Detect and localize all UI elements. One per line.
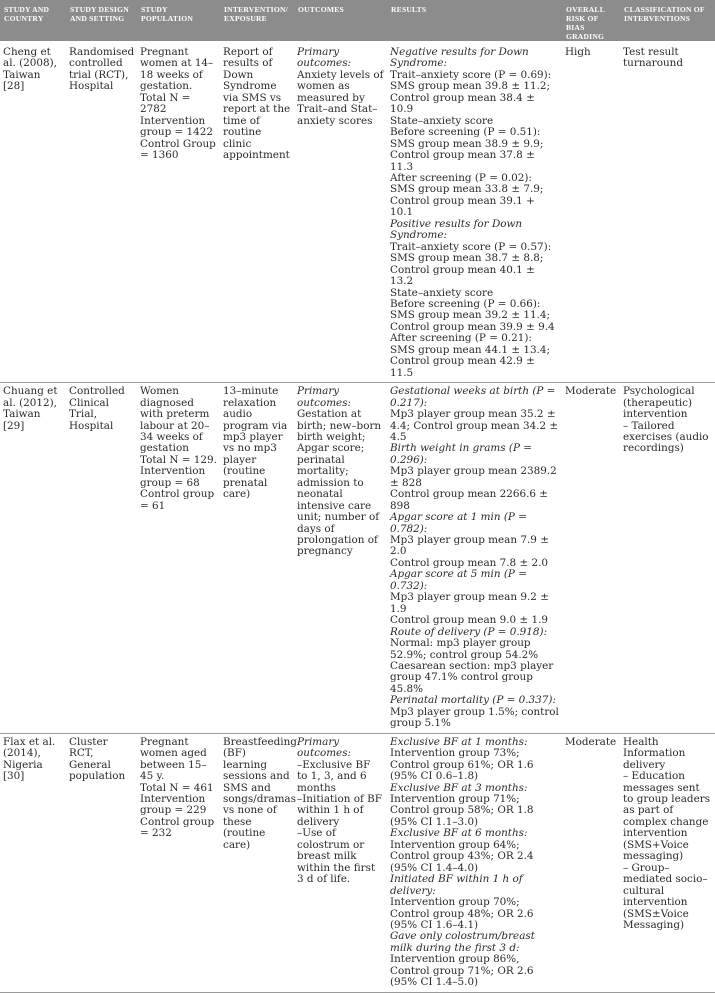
cell-population	[137, 383, 220, 734]
intervention-text: 13–minute relaxation audio program via mp3 player vs no mp3 player (routine prenatal care)	[223, 385, 288, 501]
results-line: Intervention group 70%; Control group 48%; OR 2.6 (95% CI 1.6–4.1)	[390, 896, 534, 931]
results-line: State–anxiety score	[390, 114, 494, 127]
intervention-text: Breastfeeding (BF) learning sessions and SMS and songs/dramas vs none of these (routine care)	[223, 735, 297, 851]
population-line: Control group = 232	[140, 815, 215, 840]
cell-results	[387, 383, 562, 734]
study-text: Cheng et al. (2008), Taiwan [28]	[3, 46, 57, 93]
header-classification: CLASSIFICATION OF INTERVENTIONS	[620, 0, 715, 41]
population-line: Pregnant women at 14–18 weeks of gestation.	[140, 46, 214, 93]
results-line: Trait–anxiety score (P = 0.57): SMS group mean 38.7 ± 8.8; Control group mean 40.1 ± 13.2	[390, 240, 552, 288]
outcomes-line: Primary outcomes:	[297, 385, 352, 409]
cell-intervention	[220, 733, 297, 992]
results-line: Control group mean 7.8 ± 2.0	[390, 556, 548, 569]
table-row	[0, 383, 715, 734]
outcomes-line: Anxiety levels of women as measured by Trait–and Stat–anxiety scores	[297, 68, 384, 127]
study-text: Chuang et al. (2012), Taiwan [29]	[3, 385, 58, 432]
results-line: Mp3 player group mean 7.9 ± 2.0	[390, 534, 549, 558]
population-line: Total N = 461	[140, 781, 214, 794]
results-line: Intervention group 71%; Control group 58%; OR 1.8 (95% CI 1.1–3.0)	[390, 793, 534, 828]
cell-study	[0, 41, 66, 383]
cell-classification	[620, 41, 715, 383]
population-line: Control Group = 1360	[140, 137, 216, 162]
population-line: Intervention group = 68	[140, 465, 206, 489]
cell-study	[0, 383, 66, 734]
cell-population	[137, 733, 220, 992]
results-line: Apgar score at 5 min (P = 0.732):	[390, 568, 527, 592]
cell-results	[387, 41, 562, 383]
cell-design	[66, 41, 137, 383]
results-line: Initiated BF within 1 h of delivery:	[390, 873, 523, 897]
results-line: Control group mean 2266.6 ± 898	[390, 488, 549, 512]
study-text: Flax et al. (2014), Nigeria [30]	[3, 735, 56, 783]
header-bias: OVERALL RISK OF BIAS GRADING	[562, 0, 620, 41]
results-line: Apgar score at 1 min (P = 0.782):	[390, 511, 527, 535]
population-line: Control group = 61	[140, 488, 215, 512]
results-line: Positive results for Down Syndrome:	[390, 217, 523, 242]
results-line: Negative results for Down Syndrome:	[390, 46, 529, 70]
classification-line: Health Information delivery	[623, 735, 686, 771]
outcomes-line: Primary outcomes:	[297, 46, 352, 70]
cell-outcomes	[294, 383, 387, 734]
results-line: Gave only colostrum/breast milk during the first 3 d:	[390, 930, 535, 954]
outcomes-line: –Initiation of BF within 1 h of delivery	[297, 793, 383, 828]
results-line: Before screening (P = 0.51): SMS group mean 38.9 ± 9.9; Control group mean 37.8 ± 11.3	[390, 126, 544, 173]
results-line: Exclusive BF at 3 months:	[390, 781, 528, 794]
cell-intervention	[220, 383, 294, 734]
results-line: Intervention group 86%, Control group 71%; OR 2.6 (95% CI 1.4–5.0)	[390, 953, 534, 989]
results-line: Mp3 player group mean 35.2 ± 4.4; Control group mean 34.2 ± 4.5	[390, 408, 559, 443]
bias-text: High	[565, 46, 591, 58]
results-line: Exclusive BF at 6 months:	[390, 827, 528, 840]
header-results: RESULTS	[387, 0, 562, 41]
intervention-text: Report of results of Down Syndrome via SMS vs report at the time of routine clinic appointment	[223, 46, 291, 162]
header-study: STUDY AND COUNTRY	[0, 0, 66, 41]
outcomes-line: Gestation at birth; new–born birth weight; Apgar score; perinatal mortality; admission to neonatal intensive care unit; number of days of prolongation of pregnancy	[297, 408, 382, 558]
cell-bias	[562, 383, 620, 734]
results-line: After screening (P = 0.02): SMS group mean 33.8 ± 7.9; Control group mean 39.1 + 10.1	[390, 171, 544, 219]
cell-design	[66, 383, 137, 734]
cell-results	[387, 733, 562, 992]
header-design: STUDY DESIGN AND SETTING	[66, 0, 137, 41]
cell-classification	[620, 733, 715, 992]
results-line: Route of delivery (P = 0.918):	[390, 625, 548, 638]
results-line: Intervention group 64%; Control group 43%; OR 2.4 (95% CI 1.4–4.0)	[390, 838, 534, 874]
cell-classification	[620, 383, 715, 734]
population-line: Intervention group = 1422	[140, 114, 213, 139]
outcomes-line: Primary outcomes:	[297, 735, 352, 760]
classification-line: – Education messages sent to group leaders as part of complex change intervention (SMS+Voice messaging)	[623, 770, 711, 863]
results-line: Normal: mp3 player group 52.9%; control group 54.2%	[390, 637, 539, 661]
results-line: Mp3 player group mean 2389.2 ± 828	[390, 465, 557, 489]
cell-bias	[562, 733, 620, 992]
table-header-row	[0, 0, 715, 41]
cell-intervention	[220, 41, 294, 383]
population-line: Intervention group = 229	[140, 793, 207, 817]
results-line: Mp3 player group 1.5%; control group 5.1%	[390, 705, 559, 730]
cell-population	[137, 41, 220, 383]
table-row	[0, 41, 715, 383]
results-line: Exclusive BF at 1 months:	[390, 735, 528, 748]
classification-line: – Tailored exercises (audio recordings)	[623, 419, 709, 455]
results-line: Trait–anxiety score (P = 0.69): SMS group mean 39.8 ± 11.2; Control group mean 38.4 ± 10.9	[390, 68, 552, 116]
cell-study	[0, 733, 66, 992]
population-line: Total N = 2782	[140, 91, 191, 116]
header-outcomes: OUTCOMES	[294, 0, 387, 41]
outcomes-line: –Use of colostrum or breast milk within the first 3 d of life.	[297, 827, 376, 886]
design-text: Randomised controlled trial (RCT), Hospital	[69, 46, 135, 93]
design-text: Controlled Clinical Trial, Hospital	[69, 385, 125, 432]
results-line: Gestational weeks at birth (P = 0.217):	[390, 385, 556, 409]
classification-line: Psychological (therapeutic) intervention	[623, 385, 695, 421]
results-line: Control group mean 9.0 ± 1.9	[390, 614, 548, 627]
bias-text: Moderate	[565, 385, 617, 398]
results-line: Birth weight in grams (P = 0.296):	[390, 442, 532, 466]
classification-line: – Group–mediated socio–cultural intervention (SMS±Voice Messaging)	[623, 861, 708, 931]
outcomes-line: –Exclusive BF to 1, 3, and 6 months	[297, 758, 371, 794]
population-line: Pregnant women aged between 15–45 y.	[140, 735, 207, 783]
bias-text: Moderate	[565, 735, 617, 748]
header-intervention: INTERVENTION/ EXPOSURE	[220, 0, 294, 41]
design-text: Cluster RCT, General population	[69, 735, 126, 783]
table-body	[0, 41, 715, 992]
results-line: Before screening (P = 0.66): SMS group mean 39.2 ± 11.4; Control group mean 39.9 ± 9.4	[390, 297, 555, 333]
results-line: State–anxiety score	[390, 286, 494, 299]
classification-line: Test result turnaround	[623, 46, 683, 70]
results-line: Perinatal mortality (P = 0.337):	[390, 694, 556, 707]
results-line: Caesarean section: mp3 player group 47.1% control group 45.8%	[390, 660, 554, 695]
cell-outcomes	[294, 733, 387, 992]
table-row	[0, 733, 715, 992]
results-line: Mp3 player group mean 9.2 ± 1.9	[390, 591, 549, 615]
population-line: Total N = 129.	[140, 453, 217, 466]
results-line: Intervention group 73%; Control group 61%; OR 1.6 (95% CI 0.6–1.8)	[390, 747, 534, 783]
header-population: STUDY POPULATION	[137, 0, 220, 41]
population-line: Women diagnosed with preterm labour at 20–34 weeks of gestation	[140, 385, 210, 455]
results-line: After screening (P = 0.21): SMS group mean 44.1 ± 13.4; Control group mean 42.9 ± 11.5	[390, 332, 550, 379]
cell-outcomes	[294, 41, 387, 383]
cell-bias	[562, 41, 620, 383]
cell-design	[66, 733, 137, 992]
